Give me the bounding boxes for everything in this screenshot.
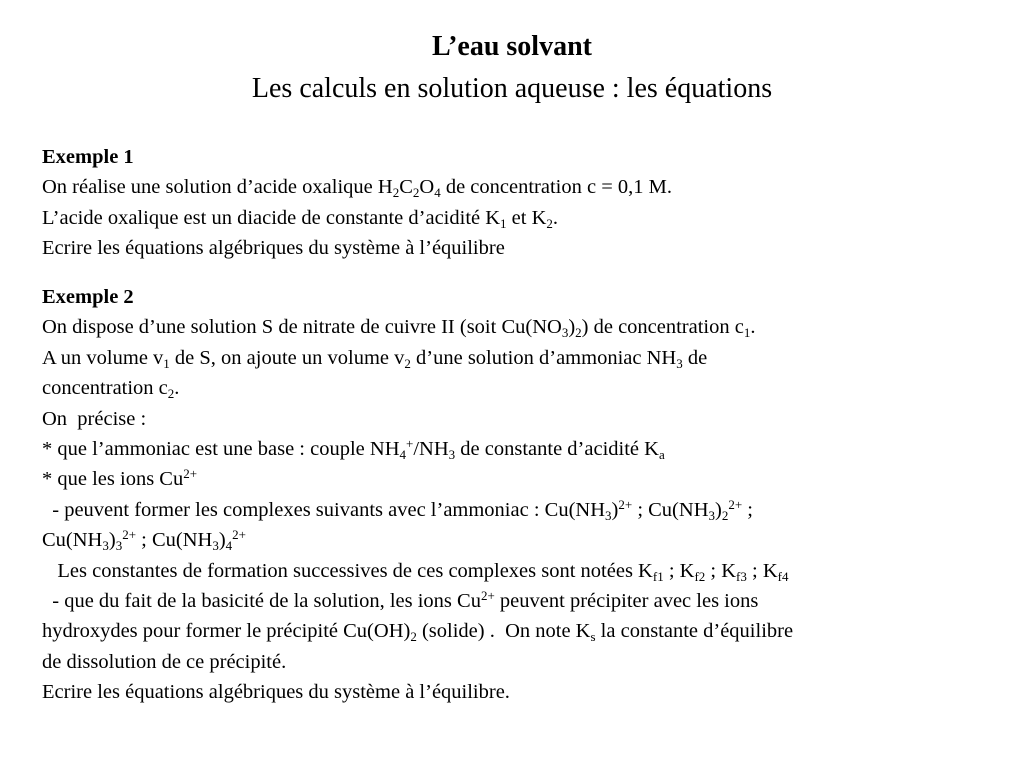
example-2-line-2: A un volume $v_1$ de S, on ajoute un volume $v_2$ d’une solution d’ammoniac $NH_3$ de <box>42 346 708 371</box>
example-1-section <box>42 142 1002 264</box>
example-1-line-2: L’acide oxalique est un diacide de constante d’acidité $K_1$ et $K_2$. <box>42 206 559 231</box>
example-2-line-1: On dispose d’une solution S de nitrate de cuivre II (soit $Cu(NO_3)_2$) de concentration $c_1$. <box>42 316 756 341</box>
example-2-line-5: * que l’ammoniac est une base : couple $NH_4^+/NH_3$ de constante d’acidité $K_a$ <box>42 436 665 463</box>
example-2-section <box>42 282 1002 708</box>
example-2-line-9: Les constantes de formation successives de ces complexes sont notées $K_{f1}$ ; $K_{f2}$ ; $K_{f3}$ ; $K_{f4}$ <box>42 559 789 584</box>
example-2-line-4: On précise : <box>42 407 147 430</box>
slide-title: L’eau solvant <box>431 31 592 62</box>
example-2-line-11: hydroxydes pour former le précipité $Cu(OH)_2$ (solide) . On note $K_s$ la constante d’équilibre <box>42 620 794 645</box>
example-2-line-7: - peuvent former les complexes suivants avec l’ammoniac : $Cu(NH_3)^{2+}$ ; $Cu(NH_3)_2^{2+}$ ; <box>42 496 753 523</box>
example-1-heading: Exemple 1 <box>42 146 134 168</box>
slide-subtitle: Les calculs en solution aqueuse : les équations <box>251 73 773 104</box>
example-2-line-10: - que du fait de la basicité de la solution, les ions $Cu^{2+}$ peuvent précipiter avec les ions <box>42 588 759 613</box>
example-2-heading: Exemple 2 <box>42 286 134 308</box>
example-2-line-3: concentration $c_2$. <box>42 377 180 402</box>
example-2-line-6: * que les ions $Cu^{2+}$ <box>42 466 198 491</box>
example-1-line-3: Ecrire les équations algébriques du système à l’équilibre <box>42 237 505 260</box>
example-1-line-1: On réalise une solution d’acide oxalique $H_2C_2O_4$ de concentration c = 0,1 M. <box>42 176 672 201</box>
example-2-line-13: Ecrire les équations algébriques du système à l’équilibre. <box>42 681 510 704</box>
example-2-line-12: de dissolution de ce précipité. <box>42 650 287 673</box>
example-2-line-8: $Cu(NH_3)_3^{2+}$ ; $Cu(NH_3)_4^{2+}$ <box>42 527 247 554</box>
